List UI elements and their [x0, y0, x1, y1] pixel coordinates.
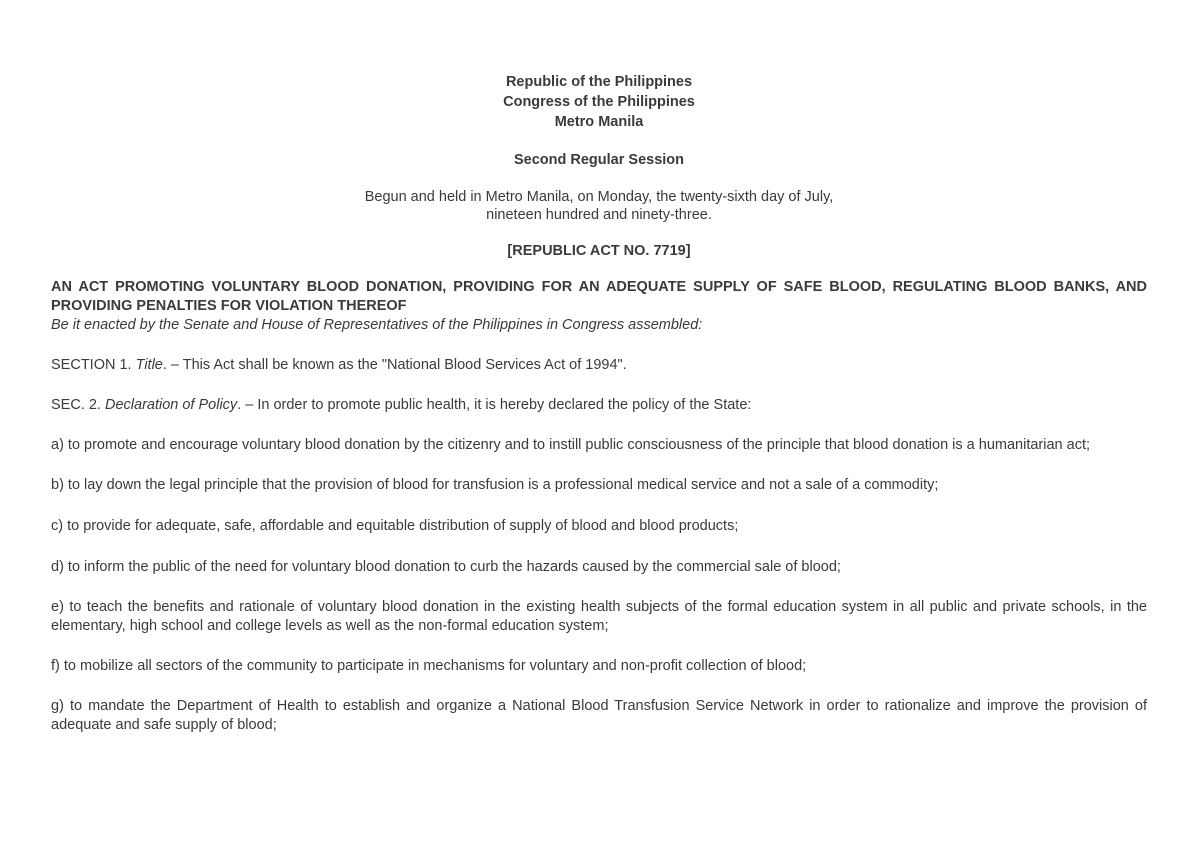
policy-b: b) to lay down the legal principle that the provision of blood for transfusion is a professional medical service and not a sale of a commodity;	[51, 477, 939, 493]
section-2-heading: Declaration of Policy	[105, 397, 238, 413]
policy-e: e) to teach the benefits and rationale of voluntary blood donation in the existing health subjects of the formal education system in all public and private schools, in the elementary, high school and college levels as well as the non-formal education system;	[51, 599, 1147, 634]
session-title: Second Regular Session	[513, 152, 685, 168]
header-republic: Republic of the Philippines	[505, 74, 693, 90]
section-2	[51, 396, 1147, 415]
policy-d: d) to inform the public of the need for voluntary blood donation to curb the hazards caused by the commercial sale of blood;	[51, 559, 841, 575]
section-2-text: . – In order to promote public health, it is hereby declared the policy of the State:	[237, 397, 752, 413]
begun-line-2: nineteen hundred and ninety-three.	[486, 207, 712, 223]
policy-f: f) to mobilize all sectors of the community to participate in mechanisms for voluntary and non-profit collection of blood;	[51, 658, 807, 674]
section-1	[51, 356, 1147, 375]
header-congress: Congress of the Philippines	[503, 94, 695, 110]
begun-line-1: Begun and held in Metro Manila, on Monday, the twenty-sixth day of July,	[364, 189, 834, 205]
section-1-heading: Title	[135, 357, 163, 373]
act-number: [REPUBLIC ACT NO. 7719]	[507, 243, 691, 259]
policy-a: a) to promote and encourage voluntary blood donation by the citizenry and to instill public consciousness of the principle that blood donation is a humanitarian act;	[51, 437, 1091, 453]
section-2-prefix: SEC. 2.	[51, 397, 105, 413]
act-title: AN ACT PROMOTING VOLUNTARY BLOOD DONATION, PROVIDING FOR AN ADEQUATE SUPPLY OF SAFE BLOOD, REGULATING BLOOD BANKS, AND PROVIDING PENALTIES FOR VIOLATION THEREOF	[51, 279, 1147, 314]
policy-c: c) to provide for adequate, safe, affordable and equitable distribution of supply of blood and blood products;	[51, 518, 739, 534]
section-1-prefix: SECTION 1.	[51, 357, 136, 373]
document-page	[51, 72, 1147, 735]
header-location: Metro Manila	[554, 114, 644, 130]
policy-g: g) to mandate the Department of Health to establish and organize a National Blood Transfusion Service Network in order to rationalize and improve the provision of adequate and safe supply of blood;	[51, 698, 1147, 733]
enacting-clause: Be it enacted by the Senate and House of Representatives of the Philippines in Congress assembled:	[51, 317, 703, 333]
document-header	[51, 72, 1147, 132]
begun-statement	[51, 188, 1147, 224]
section-1-text: . – This Act shall be known as the "National Blood Services Act of 1994".	[162, 357, 627, 373]
